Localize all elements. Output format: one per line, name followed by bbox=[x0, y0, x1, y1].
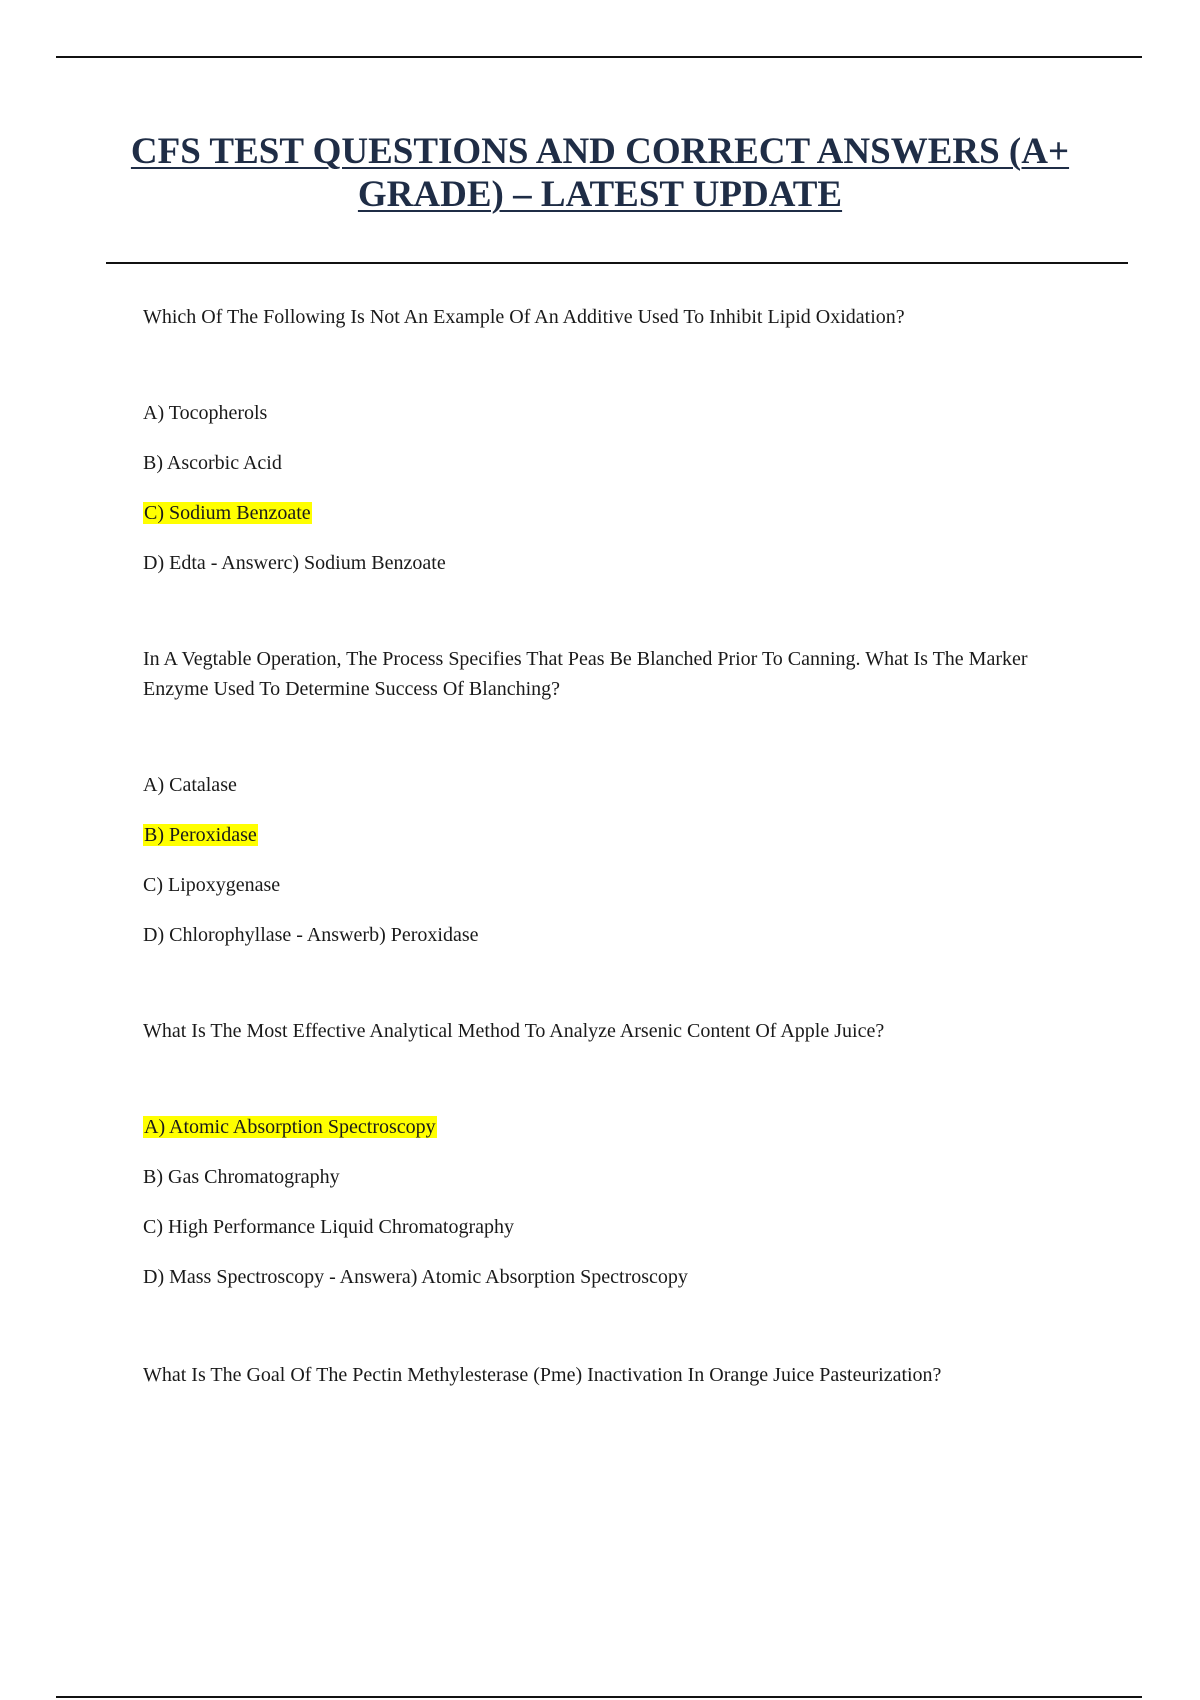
option-text: D) Chlorophyllase - Answerb) Peroxidase bbox=[143, 924, 479, 946]
option-text: D) Edta - Answerc) Sodium Benzoate bbox=[143, 552, 446, 574]
question-1-options bbox=[143, 398, 1083, 578]
question-1-text: Which Of The Following Is Not An Example Of An Additive Used To Inhibit Lipid Oxidation? bbox=[143, 306, 905, 328]
option-text: C) Lipoxygenase bbox=[143, 874, 281, 896]
question-1-option-d bbox=[143, 548, 1083, 578]
option-text: B) Gas Chromatography bbox=[143, 1166, 340, 1188]
highlighted-answer: C) Sodium Benzoate bbox=[144, 502, 311, 524]
question-2-option-b bbox=[143, 820, 1083, 850]
question-2-options bbox=[143, 770, 1083, 950]
question-4-text: What Is The Goal Of The Pectin Methylesterase (Pme) Inactivation In Orange Juice Pasteurization? bbox=[143, 1364, 942, 1386]
question-1-option-c bbox=[143, 498, 1083, 528]
question-1-option-b bbox=[143, 448, 1083, 478]
option-text: A) Tocopherols bbox=[143, 402, 268, 424]
question-3-option-c bbox=[143, 1212, 1083, 1242]
document-body bbox=[143, 302, 1083, 1390]
title-rule bbox=[106, 262, 1128, 264]
question-2-option-d bbox=[143, 920, 1083, 950]
question-2-option-c bbox=[143, 870, 1083, 900]
question-3-option-b bbox=[143, 1162, 1083, 1192]
question-3-text: What Is The Most Effective Analytical Method To Analyze Arsenic Content Of Apple Juice? bbox=[143, 1020, 885, 1042]
question-2-option-a bbox=[143, 770, 1083, 800]
option-text: D) Mass Spectroscopy - Answera) Atomic Absorption Spectroscopy bbox=[143, 1266, 688, 1288]
bottom-rule bbox=[56, 1696, 1142, 1698]
option-text: B) Ascorbic Acid bbox=[143, 452, 282, 474]
highlighted-answer: A) Atomic Absorption Spectroscopy bbox=[144, 1116, 436, 1138]
question-3-option-a bbox=[143, 1112, 1083, 1142]
option-text: C) High Performance Liquid Chromatography bbox=[143, 1216, 515, 1238]
question-2-text: In A Vegtable Operation, The Process Specifies That Peas Be Blanched Prior To Canning. What Is The Marker Enzyme Used To Determine Success Of Blanching? bbox=[143, 648, 1028, 700]
document-title: CFS TEST QUESTIONS AND CORRECT ANSWERS (A+ GRADE) – LATEST UPDATE bbox=[130, 131, 1070, 215]
question-3-options bbox=[143, 1112, 1083, 1292]
highlighted-answer: B) Peroxidase bbox=[144, 824, 257, 846]
option-text: A) Catalase bbox=[143, 774, 237, 796]
question-3-option-d bbox=[143, 1262, 1083, 1292]
question-1-option-a bbox=[143, 398, 1083, 428]
top-rule bbox=[56, 56, 1142, 58]
